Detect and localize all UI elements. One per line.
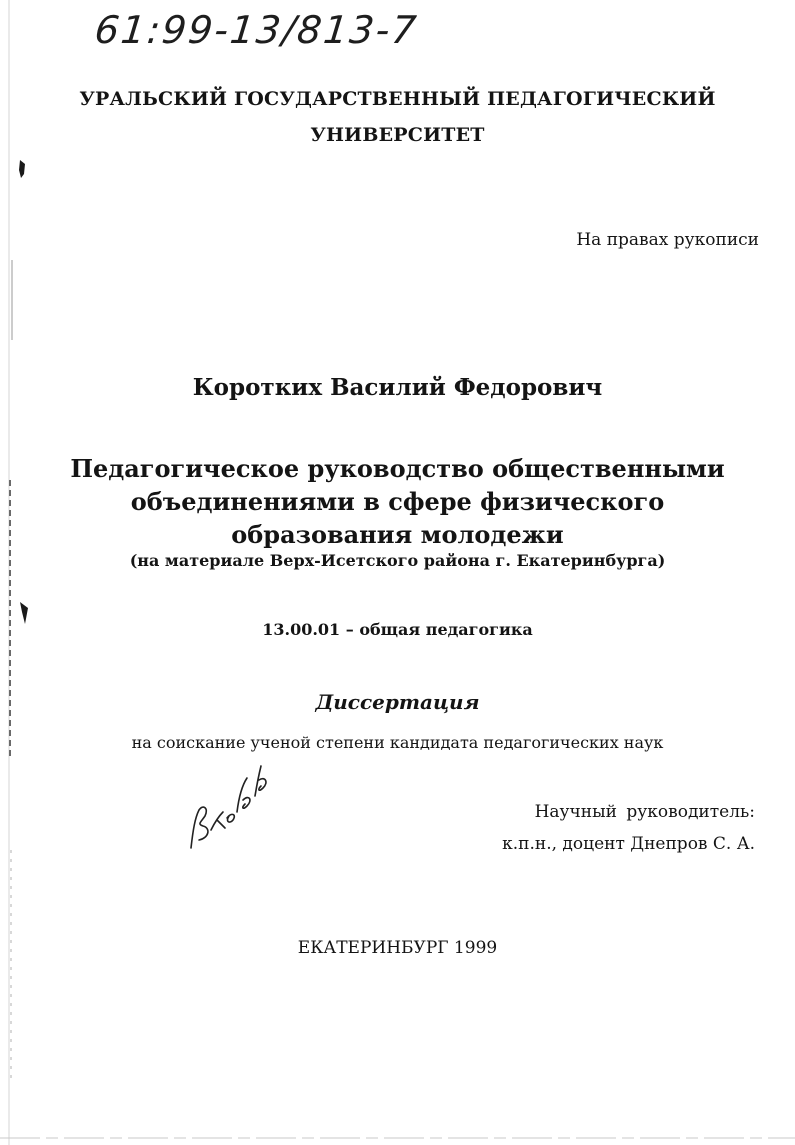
- advisor-name: к.п.н., доцент Днепров С. А.: [502, 834, 755, 854]
- dissertation-title-line1: Педагогическое руководство общественными: [70, 454, 725, 483]
- manuscript-rights-notice: На правах рукописи: [576, 230, 759, 250]
- advisor-label: Научный руководитель:: [534, 802, 755, 822]
- city-year: ЕКАТЕРИНБУРГ 1999: [297, 938, 498, 958]
- degree-statement: на соискание ученой степени кандидата педагогических наук: [131, 733, 664, 752]
- catalog-code: 61:99-13/813-7: [92, 8, 421, 52]
- university-name-line1: УРАЛЬСКИЙ ГОСУДАРСТВЕННЫЙ ПЕДАГОГИЧЕСКИЙ: [79, 88, 716, 110]
- dissertation-title-line2: объединениями в сфере физического: [130, 487, 665, 516]
- dissertation-title-line3: образования молодежи: [231, 520, 564, 549]
- document-type: Диссертация: [315, 690, 480, 714]
- author-name: Коротких Василий Федорович: [192, 374, 603, 401]
- university-name-line2: УНИВЕРСИТЕТ: [310, 124, 485, 146]
- dissertation-subtitle: (на материале Верх-Исетского района г. Екатеринбурга): [129, 551, 666, 570]
- specialty-code: 13.00.01 – общая педагогика: [262, 620, 533, 639]
- handwritten-signature: [185, 760, 275, 855]
- scan-speck: [14, 158, 30, 180]
- scan-bottom-edge: [0, 1128, 795, 1145]
- scan-edge-artifact: [0, 0, 14, 1145]
